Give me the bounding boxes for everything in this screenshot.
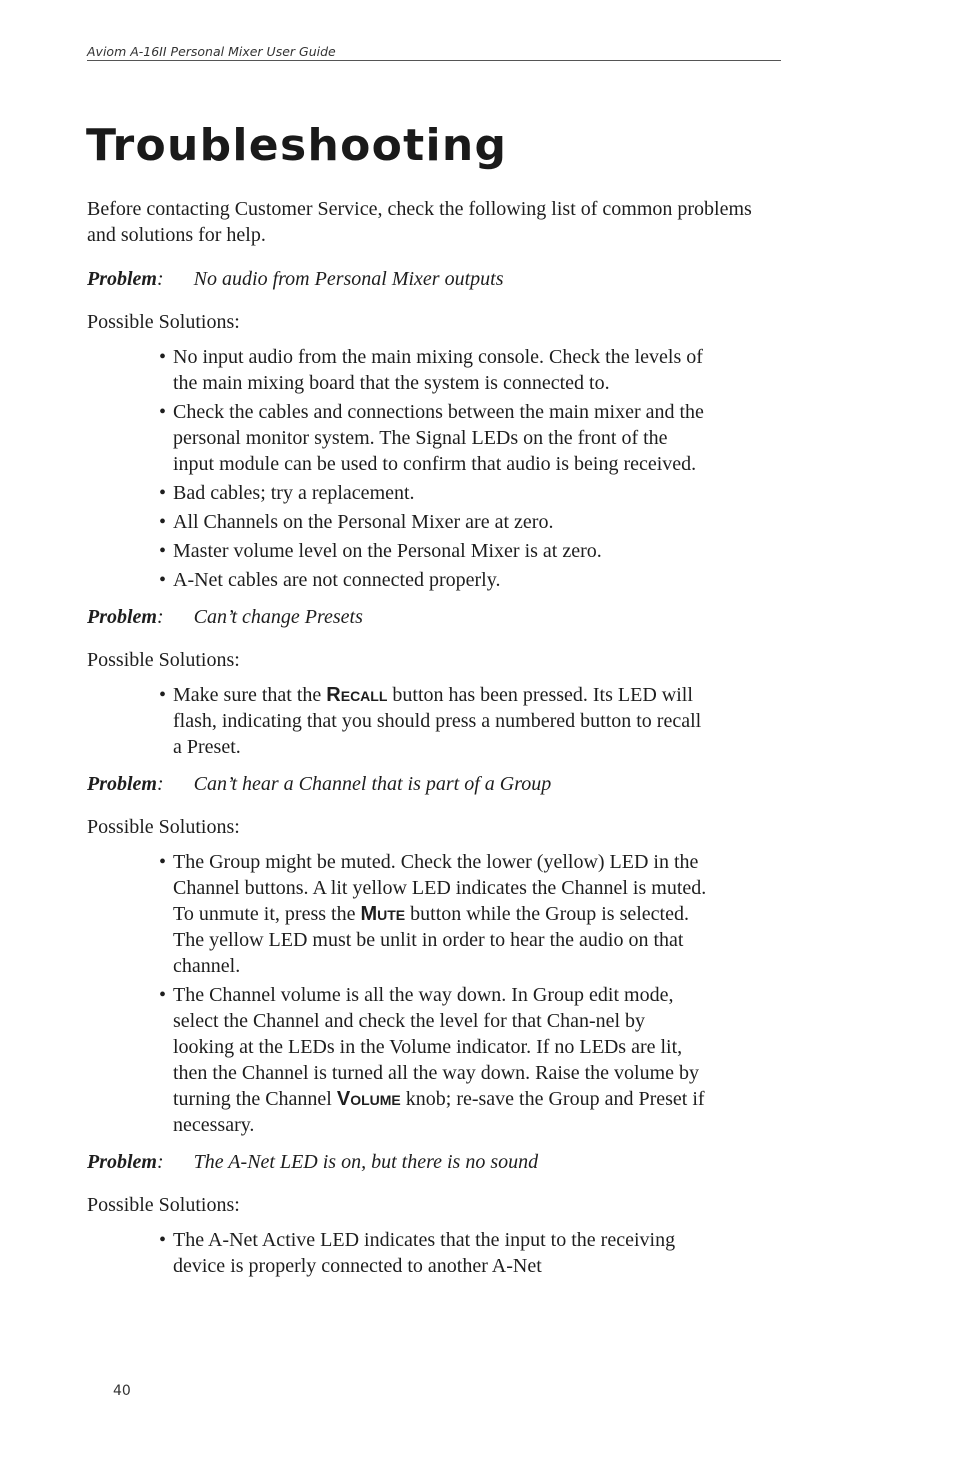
solution-text: The Channel volume is all the way down. In Group edit mode, select the Channel and check the level for that Chan-nel by looking at the LEDs in the Volume indicator. If no LEDs are lit, then the Channel is turned all the way down. Raise the volume by turning the Channel bbox=[173, 984, 699, 1110]
solution-item: • A-Net cables are not connected properly. bbox=[159, 567, 707, 593]
solution-item: • The A-Net Active LED indicates that the input to the receiving device is properly connected to another A-Net bbox=[159, 1227, 707, 1279]
problem-description: No audio from Personal Mixer outputs bbox=[193, 268, 504, 290]
problem-heading bbox=[87, 1149, 767, 1175]
page-number: 40 bbox=[113, 1383, 131, 1399]
problem-colon: : bbox=[157, 606, 164, 628]
solutions-label: Possible Solutions: bbox=[87, 1194, 240, 1216]
solution-text: knob; re-save the Group and Preset if necessary. bbox=[173, 1088, 705, 1136]
problem-description: Can’t change Presets bbox=[193, 606, 363, 628]
solution-item: • Check the cables and connections between the main mixer and the personal monitor system. The Signal LEDs on the front of the input module can be used to confirm that audio is being received. bbox=[159, 399, 707, 477]
problem-label: Problem bbox=[87, 268, 157, 290]
solution-text: button while the Group is selected. The yellow LED must be unlit in order to hear the audio on that channel. bbox=[173, 903, 689, 977]
solution-item bbox=[159, 849, 707, 979]
main-content bbox=[87, 196, 767, 1290]
solution-item: • Master volume level on the Personal Mixer is at zero. bbox=[159, 538, 707, 564]
solutions-label: Possible Solutions: bbox=[87, 311, 240, 333]
page-title: Troubleshooting bbox=[86, 120, 508, 171]
problem-label: Problem bbox=[87, 773, 157, 795]
problem-label: Problem bbox=[87, 606, 157, 628]
problem-heading bbox=[87, 266, 767, 292]
solutions-list bbox=[87, 849, 707, 1138]
recall-button-keyword: Recall bbox=[326, 684, 388, 706]
problem-colon: : bbox=[157, 268, 164, 290]
solution-text: Make sure that the bbox=[173, 684, 327, 706]
solutions-list bbox=[87, 1227, 707, 1279]
solutions-label: Possible Solutions: bbox=[87, 816, 240, 838]
problem-colon: : bbox=[157, 773, 164, 795]
problem-heading bbox=[87, 771, 767, 797]
solution-item: • All Channels on the Personal Mixer are at zero. bbox=[159, 509, 707, 535]
solution-item: • No input audio from the main mixing console. Check the levels of the main mixing board that the system is connected to. bbox=[159, 344, 707, 396]
volume-knob-keyword: Volume bbox=[336, 1088, 401, 1110]
problem-description: Can’t hear a Channel that is part of a Group bbox=[193, 773, 552, 795]
solution-item: • Bad cables; try a replacement. bbox=[159, 480, 707, 506]
solutions-list bbox=[87, 344, 707, 593]
solution-item bbox=[159, 682, 707, 760]
problem-description: The A-Net LED is on, but there is no sound bbox=[193, 1151, 539, 1173]
running-header: Aviom A-16II Personal Mixer User Guide bbox=[87, 44, 781, 61]
solution-text: button has been pressed. Its LED will flash, indicating that you should press a numbered button to recall a Preset. bbox=[173, 684, 702, 758]
problem-heading bbox=[87, 604, 767, 630]
problem-colon: : bbox=[157, 1151, 164, 1173]
solutions-list bbox=[87, 682, 707, 760]
problem-label: Problem bbox=[87, 1151, 157, 1173]
intro-paragraph: Before contacting Customer Service, check the following list of common problems and solutions for help. bbox=[87, 198, 752, 246]
solution-text: The Group might be muted. Check the lower (yellow) LED in the Channel buttons. A lit yellow LED indicates the Channel is muted. To unmute it, press the bbox=[173, 851, 707, 925]
solutions-label: Possible Solutions: bbox=[87, 649, 240, 671]
mute-button-keyword: Mute bbox=[360, 903, 406, 925]
solution-item bbox=[159, 982, 707, 1138]
